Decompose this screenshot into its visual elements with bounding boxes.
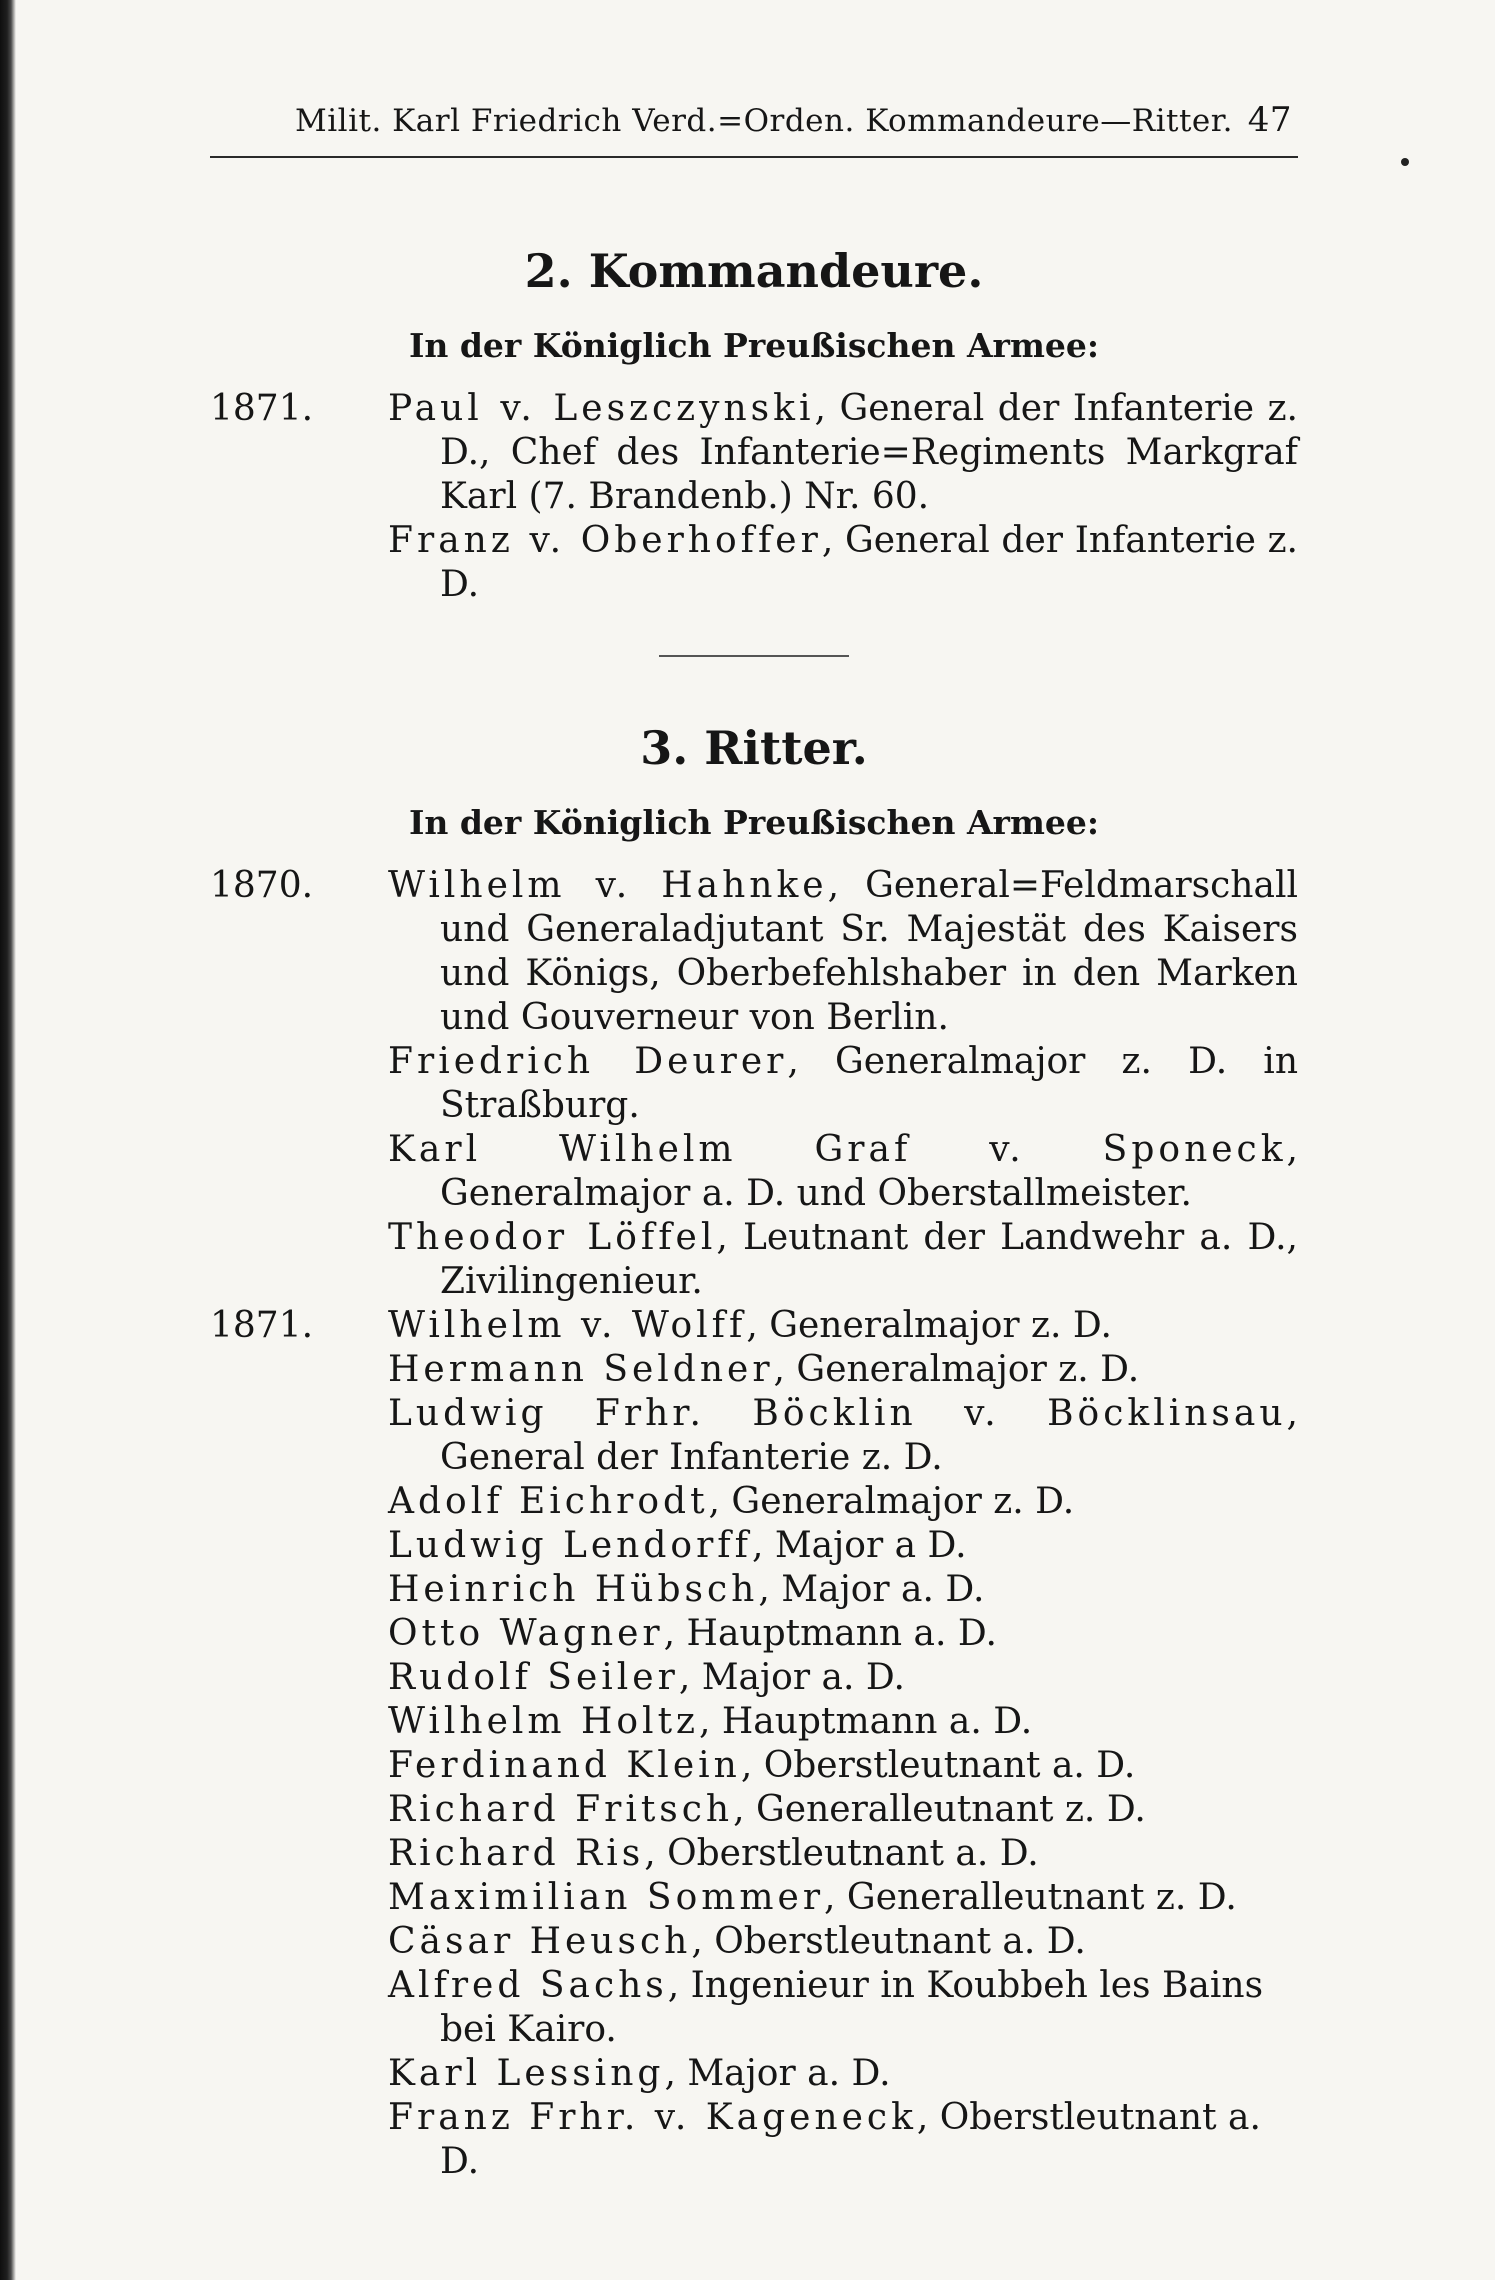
entry-name: Cäsar Heusch bbox=[388, 1921, 692, 1962]
entry-description: , General der Infanterie z. D. bbox=[440, 520, 1298, 605]
entry-name: Heinrich Hübsch bbox=[388, 1569, 759, 1610]
page-number: 47 bbox=[1247, 100, 1292, 140]
entry-name: Ferdinand Klein bbox=[388, 1745, 741, 1786]
entry-name: Paul v. Leszczynski bbox=[388, 388, 815, 429]
entry-description: , Oberstleutnant a. D. bbox=[440, 2097, 1261, 2182]
entry-description: , Major a. D. bbox=[758, 1569, 985, 1610]
entry-name: Franz Frhr. v. Kageneck bbox=[388, 2097, 917, 2138]
list-entry bbox=[210, 1128, 1298, 1216]
list-entry bbox=[210, 1964, 1298, 2052]
list-entry bbox=[210, 1480, 1298, 1524]
list-entry bbox=[210, 1744, 1298, 1788]
entry-name: Wilhelm v. Hahnke bbox=[388, 865, 828, 906]
entry-description: , Oberstleutnant a. D. bbox=[644, 1833, 1039, 1874]
list-entry bbox=[210, 1348, 1298, 1392]
list-entry bbox=[210, 1568, 1298, 1612]
entry-description: , Generalleutnant z. D. bbox=[824, 1877, 1237, 1918]
entry-description: , Oberstleutnant a. D. bbox=[691, 1921, 1086, 1962]
entry-year: 1870. bbox=[210, 865, 314, 906]
list-entry bbox=[210, 387, 1298, 519]
entry-name: Hermann Seldner bbox=[388, 1349, 774, 1390]
entry-list-ritter bbox=[210, 864, 1298, 2184]
book-spine-shadow bbox=[0, 0, 16, 2280]
entry-name: Richard Ris bbox=[388, 1833, 645, 1874]
entry-name: Wilhelm v. Wolff bbox=[388, 1305, 747, 1346]
list-entry bbox=[210, 1524, 1298, 1568]
entry-description: , Major a. D. bbox=[664, 2053, 891, 2094]
entry-description: , Leutnant der Landwehr a. D., Zivilingenieur. bbox=[440, 1217, 1299, 1302]
list-entry bbox=[210, 1700, 1298, 1744]
entry-description: , Generalleutnant z. D. bbox=[733, 1789, 1146, 1830]
list-entry bbox=[210, 1832, 1298, 1876]
section-subheading-ritter: In der Königlich Preußischen Armee: bbox=[408, 803, 1100, 842]
list-entry bbox=[210, 1612, 1298, 1656]
entry-name: Otto Wagner bbox=[388, 1613, 664, 1654]
entry-list-kommandeure bbox=[210, 387, 1298, 607]
book-page bbox=[210, 100, 1298, 2184]
entry-description: , Oberstleutnant a. D. bbox=[740, 1745, 1136, 1786]
entry-description: , Major a D. bbox=[751, 1525, 967, 1566]
running-head bbox=[210, 100, 1298, 158]
list-entry bbox=[210, 2096, 1298, 2184]
ink-speck bbox=[1401, 158, 1409, 166]
section-title-ritter: 3. Ritter. bbox=[640, 721, 868, 775]
section-divider bbox=[659, 655, 849, 657]
entry-description: , Generalmajor z. D. bbox=[746, 1305, 1112, 1346]
entry-description: , Generalmajor z. D. bbox=[773, 1349, 1140, 1390]
entry-name: Ludwig Lendorff bbox=[388, 1525, 752, 1566]
list-entry bbox=[210, 1876, 1298, 1920]
entry-name: Rudolf Seiler bbox=[388, 1657, 679, 1698]
entry-description: , General der Infanterie z. D., Chef des Infanterie=Regiments Markgraf Karl (7. Brandenb.) Nr. 60. bbox=[440, 388, 1298, 517]
running-head-title: Milit. Karl Friedrich Verd.=Orden. Kommandeure—Ritter. bbox=[295, 103, 1234, 139]
list-entry bbox=[210, 1788, 1298, 1832]
entry-year: 1871. bbox=[210, 1305, 314, 1346]
entry-year: 1871. bbox=[210, 388, 314, 429]
entry-name: Karl Lessing bbox=[388, 2053, 665, 2094]
section-title-kommandeure: 2. Kommandeure. bbox=[524, 244, 984, 298]
list-entry bbox=[210, 1040, 1298, 1128]
entry-name: Theodor Löffel bbox=[388, 1217, 717, 1258]
list-entry bbox=[210, 1216, 1298, 1304]
entry-name: Franz v. Oberhoffer bbox=[388, 520, 822, 561]
section-subheading-kommandeure: In der Königlich Preußischen Armee: bbox=[408, 326, 1100, 365]
list-entry bbox=[210, 519, 1298, 607]
list-entry bbox=[210, 1392, 1298, 1480]
list-entry bbox=[210, 1656, 1298, 1700]
entry-description: , Hauptmann a. D. bbox=[663, 1613, 997, 1654]
list-entry bbox=[210, 864, 1298, 1040]
entry-name: Ludwig Frhr. Böcklin v. Böcklinsau bbox=[388, 1393, 1287, 1434]
entry-name: Richard Fritsch bbox=[388, 1789, 734, 1830]
list-entry bbox=[210, 1304, 1298, 1348]
entry-name: Friedrich Deurer bbox=[388, 1041, 788, 1082]
entry-name: Alfred Sachs bbox=[388, 1965, 668, 2006]
entry-description: , General=Feldmarschall und Generaladjutant Sr. Majestät des Kaisers und Königs, Oberbefehlshaber in den Marken und Gouverneur von Berlin. bbox=[440, 865, 1298, 1038]
list-entry bbox=[210, 1920, 1298, 1964]
entry-description: , Major a. D. bbox=[678, 1657, 905, 1698]
entry-name: Karl Wilhelm Graf v. Sponeck bbox=[388, 1129, 1287, 1170]
entry-name: Maximilian Sommer bbox=[388, 1877, 825, 1918]
entry-description: , Ingenieur in Koubbeh les Bains bei Kairo. bbox=[440, 1965, 1264, 2050]
entry-description: , Hauptmann a. D. bbox=[699, 1701, 1033, 1742]
entry-name: Wilhelm Holtz bbox=[388, 1701, 699, 1742]
entry-description: , Generalmajor a. D. und Oberstallmeister. bbox=[440, 1129, 1298, 1214]
list-entry bbox=[210, 2052, 1298, 2096]
entry-description: , Generalmajor z. D. in Straßburg. bbox=[440, 1041, 1299, 1126]
entry-description: , Generalmajor z. D. bbox=[708, 1481, 1075, 1522]
entry-description: , General der Infanterie z. D. bbox=[440, 1393, 1298, 1478]
entry-name: Adolf Eichrodt bbox=[388, 1481, 709, 1522]
